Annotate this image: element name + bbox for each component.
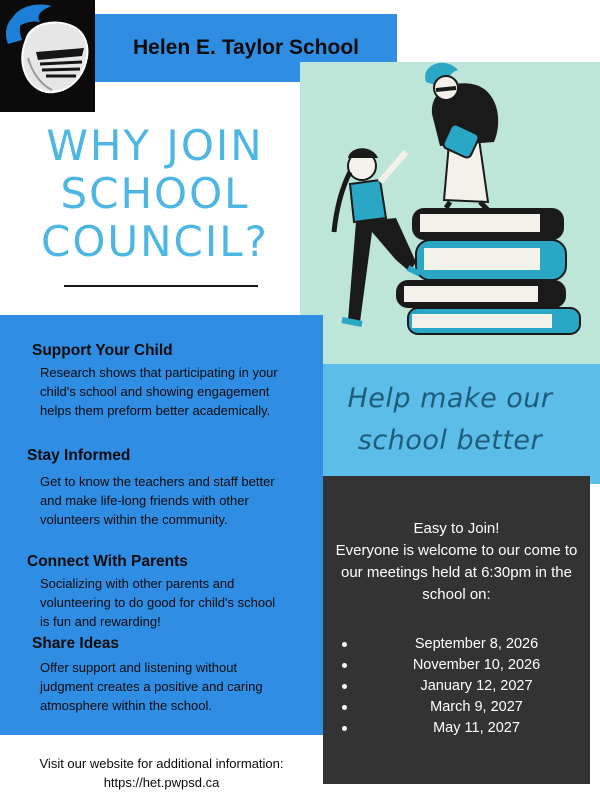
headline [20,122,290,266]
bullet-icon [342,705,347,710]
meeting-date: September 8, 2026 [414,636,539,652]
bullet-icon [342,684,347,689]
headline-line-3: COUNCIL? [41,217,269,266]
book-stack-icon [396,208,580,334]
school-name: Helen E. Taylor School [133,36,359,59]
headline-divider [64,285,258,287]
benefit-title-ideas: Share Ideas [32,635,120,652]
bullet-icon [342,663,347,668]
headline-line-1: WHY JOIN [46,121,264,170]
benefit-body-informed: Get to know the teachers and staff better and make life-long friends with other volunteers within the community. [40,474,275,527]
headline-line-2: SCHOOL [60,169,250,218]
bullet-icon [342,726,347,731]
meeting-date-item [333,697,590,718]
meeting-date-item [333,676,590,697]
benefits-panel [0,315,323,735]
meeting-date: May 11, 2027 [433,720,520,736]
knight-helmet-icon [0,0,95,112]
meeting-date: November 10, 2026 [412,657,541,673]
meeting-date-item [333,655,590,676]
knight-logo [0,0,95,112]
meeting-date-item [333,634,590,655]
slogan-text [300,378,600,462]
benefit-body-ideas: Offer support and listening without judgment creates a positive and caring atmosphere within the school. [40,660,263,713]
benefit-title-support: Support Your Child [32,342,173,359]
website-link[interactable]: https://het.pwpsd.ca [103,775,220,790]
join-text [323,518,590,606]
slogan-line-2: school better [357,425,543,456]
meeting-dates-list [333,634,590,739]
meeting-date: March 9, 2027 [430,699,523,715]
illustration-panel [300,62,600,364]
benefit-title-informed: Stay Informed [27,447,131,464]
books-and-people-illustration [300,62,600,364]
slogan-line-1: Help make our [347,383,553,414]
bullet-icon [342,642,347,647]
meeting-date-item [333,718,590,739]
benefit-body-connect: Socializing with other parents and volunteering to do good for child's school is fun and rewarding! [40,576,276,629]
join-body: Everyone is welcome to our come to our meetings held at 6:30pm in the school on: [335,542,578,603]
footer-info-text: Visit our website for additional information: [39,756,284,771]
benefit-title-connect: Connect With Parents [27,553,188,570]
join-heading: Easy to Join! [413,520,500,537]
meeting-date: January 12, 2027 [420,678,533,694]
footer [0,754,323,792]
woman-figure-icon [425,63,498,210]
benefit-body-support: Research shows that participating in your child's school and showing engagement helps them preform better academically. [40,365,278,418]
